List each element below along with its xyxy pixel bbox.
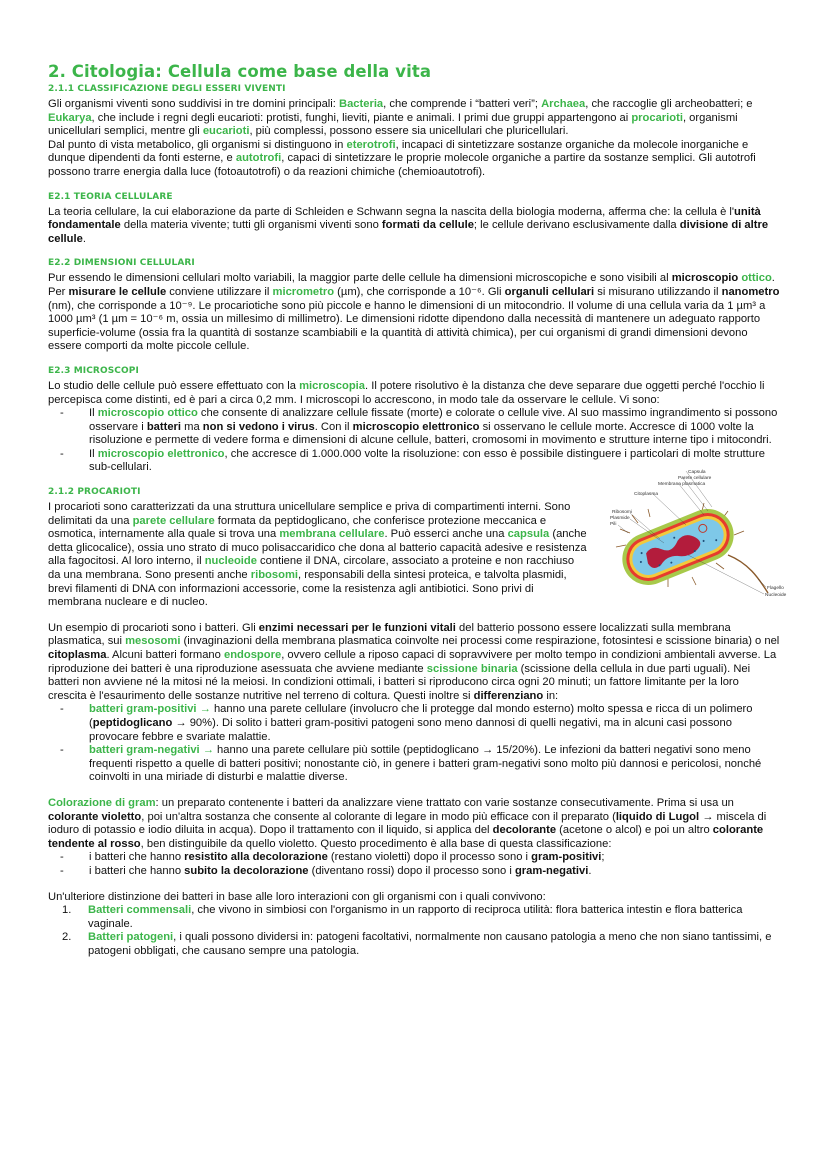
list-microscopi: [48, 407, 780, 475]
list-item: - i batteri che hanno subito la decolorazione (diventano rossi) dopo il processo sono i gram-negativi.: [60, 865, 780, 879]
paragraph-classificazione-1: Gli organismi viventi sono suddivisi in tre domini principali: Bacteria, che comprende i “batteri veri”; Archaea, che raccoglie gli archeobatteri; e Eukarya, che include i regni degli eucarioti: protisti, funghi, lieviti, piante e animali. I primi due gruppi appartengono ai procarioti, organismi unicellulari semplici, mentre gli eucarioti, più complessi, possono essere sia unicellulari che pluricellulari.: [48, 98, 753, 138]
list-item: 1. Batteri commensali, che vivono in simbiosi con l'organismo in un rapporto di reciproca utilità: flora batterica intestin e flora batterica vaginale.: [62, 904, 743, 930]
paragraph-teoria-cellulare: La teoria cellulare, la cui elaborazione da parte di Schleiden e Schwann segna la nascita della biologia moderna, afferma che: la cellula è l'unità fondamentale della materia vivente; tutti gli organismi viventi sono formati da cellule; le cellule derivano esclusivamente dalla divisione di altre cellule.: [48, 205, 769, 245]
paragraph-dimensioni: Pur essendo le dimensioni cellulari molto variabili, la maggior parte delle cellule ha dimensioni microscopiche e sono visibili al microscopio ottico. Per misurare le cellule conviene utilizzare il micrometro (µm), che corrisponde a 10⁻⁶. Gli organuli cellulari si misurano utilizzando il nanometro (nm), che corrisponde a 10⁻⁹. Le procariotiche sono più piccole e hanno le dimensioni di un mitocondrio. Il volume di una cellula varia da 1 µm³ a 1000 µm³ (1 µm = 10⁻⁶ m, ossia un millesimo di millimetro). Le dimensioni ridotte dipendono dalla necessità di mantenere un adeguato rapporto superficie-volume (ossia fra la quantità di sostanze scambiabili e la quantità di attività chimica), per cui organismi di grandi dimensioni devono essere comporti da molte piccole cellule.: [48, 272, 780, 353]
heading-dimensioni-cellulari: E2.2 DIMENSIONI CELLULARI: [48, 258, 195, 269]
label-membrana-plasmatica: Membrana plasmatica: [658, 482, 706, 488]
paragraph-batteri: Un esempio di procarioti sono i batteri. Gli enzimi necessari per le funzioni vitali del batterio possono essere localizzati sulla membrana plasmatica, sui mesosomi (invaginazioni della membrana plasmatica coinvolte nei processi come respirazione, fotosintesi e scissione binaria) o nel citoplasma. Alcuni batteri formano endospore, ovvero cellule a riposo capaci di sopravvivere per molto tempo in condizioni ambientali avverse. La riproduzione dei batteri è una riproduzione asessuata che avviene mediante scissione binaria (scissione della cellula in due parti uguali). Nei batteri non avviene né la mitosi né la meiosi. In condizioni ottimali, i batteri si riproducono circa ogni 20 minuti; un fattore limitante per la loro crescita è l'esaurimento delle sostanze nutritive nel terreno di coltura. Questi inoltre si differenziano in:: [48, 621, 780, 702]
list-item: - batteri gram-negativi → hanno una parete cellulare più sottile (peptidoglicano → 15/20%). Le infezioni da batteri negativi sono meno frequenti rispetto a quelle di batteri positivi; nonostante ciò, in genere i batteri gram-negativi sono molto più dannosi e pericolosi, nonché coinvolti in una miriade di disturbi e malattie diverse.: [60, 744, 780, 785]
prokaryote-figure: [608, 467, 787, 615]
paragraph-interazioni: Un'ulteriore distinzione dei batteri in base alle loro interazioni con gli organismi con i quali convivono:: [48, 890, 546, 903]
bacterium-diagram: [608, 467, 787, 615]
label-plasmide: Plasmide: [610, 516, 630, 522]
list-item: - Il microscopio ottico che consente di analizzare cellule fissate (morte) e colorate o cellule vive. Al suo massimo ingrandimento si possono osservare i batteri ma non si vedono i virus. Con il microscopio elettronico si osservano le cellule morte. Accresce di 1000 volte la risoluzione e permette di vedere forma e dimensioni di alcune cellule, batteri, cromosomi in movimento e strutture interne tipo i mitocondri.: [60, 407, 780, 448]
heading-procarioti: 2.1.2 PROCARIOTI: [48, 487, 141, 498]
flagellum-shape: [728, 555, 768, 593]
paragraph-colorazione-gram: Colorazione di gram: un preparato contenente i batteri da analizzare viene trattato con varie sostanze consecutivamente. Prima si usa un colorante violetto, poi un'altra sostanza che consente al colorante di legare in modo più efficace con il preparato (liquido di Lugol → miscela di ioduro di potassio e iodio diluita in acqua). Dopo il trattamento con il liquido, si applica del decolorante (acetone o alcol) e poi un altro colorante tendente al rosso, ben distinguibile da quello violetto. Questo procedimento è alla base di questa classificazione:: [48, 796, 767, 850]
list-interazioni: [48, 904, 780, 958]
list-item: 2. Batteri patogeni, i quali possono dividersi in: patogeni facoltativi, normalmente non causano patologia a meno che non siano tantissimi, e patogeni obbligati, che causano sempre una patologia.: [62, 931, 772, 957]
page-title: 2. Citologia: Cellula come base della vita: [48, 62, 432, 81]
list-gram-types: [48, 703, 780, 785]
label-nucleoide: Nucleoide: [765, 593, 787, 599]
paragraph-procarioti: I procarioti sono caratterizzati da una struttura unicellulare semplice e priva di compartimenti interni. Sono delimitati da una parete cellulare formata da peptidoglicano, che conferisce protezione meccanica e osmotica, internamente alla quale si trova una membrana cellulare. Può esserci anche una capsula (anche detta glicocalice), ossia uno strato di muco polisaccaridico che dona al batterio capacità adesive e resistenza alla fagocitosi. Al loro interno, il nucleoide contiene il DNA, circolare, associato a proteine e non racchiuso da una membrana. Sono presenti anche ribosomi, responsabili della sintesi proteica, e talvolta plasmidi, brevi filamenti di DNA con informazioni accessorie, come la resistenza agli antibiotici. Sono privi di membrana nucleare e di nucleo.: [48, 501, 587, 609]
heading-teoria-cellulare: E2.1 TEORIA CELLULARE: [48, 191, 173, 202]
list-item: - i batteri che hanno resistito alla decolorazione (restano violetti) dopo il processo sono i gram-positivi;: [60, 851, 780, 865]
label-capsula: Capsula: [688, 470, 706, 476]
heading-microscopi: E2.3 MICROSCOPI: [48, 365, 139, 376]
section-procarioti: [48, 470, 787, 610]
document-page: [48, 62, 787, 958]
label-ribosomi: Ribosomi: [612, 510, 632, 516]
list-item: - Il microscopio elettronico, che accresce di 1.000.000 volte la risoluzione: con esso è possibile distinguere i particolari di molte strutture sub-cellulari.: [60, 448, 780, 475]
list-item: - batteri gram-positivi → hanno una parete cellulare (involucro che li protegge dal mondo esterno) molto spessa e ricca di un polimero (peptidoglicano → 90%). Di solito i batteri gram-positivi patogeni sono meno dannosi di quelli negativi, ma in alcuni casi possono provocare febbre e svariate malattie.: [60, 703, 780, 744]
label-citoplasma: Citoplasma: [634, 492, 658, 498]
list-gram-classification: [48, 851, 780, 878]
label-pili: Pili: [610, 522, 617, 528]
paragraph-classificazione-2: Dal punto di vista metabolico, gli organismi si distinguono in eterotrofi, incapaci di sintetizzare sostanze organiche da molecole inorganiche e dunque dipendenti da fonti esterne, e autotrofi, capaci di sintetizzare le proprie molecole organiche a partire da sostanze semplici. Gli autotrofi possono trarre energia dalla luce (fotoautotrofi) o da reazioni chimiche (chemioautotrofi).: [48, 138, 756, 178]
paragraph-microscopi: Lo studio delle cellule può essere effettuato con la microscopia. Il potere risolutivo è la distanza che deve separare due oggetti perché l'occhio li percepisca come distinti, ed è pari a circa 0,2 mm. I microscopi lo accrescono, in modo tale da osservare le cellule. Vi sono:: [48, 379, 765, 406]
label-parete-cellulare: Parete cellulare: [678, 476, 712, 482]
label-flagello: Flagello: [767, 586, 784, 592]
heading-classificazione: 2.1.1 CLASSIFICAZIONE DEGLI ESSERI VIVENTI: [48, 84, 286, 94]
